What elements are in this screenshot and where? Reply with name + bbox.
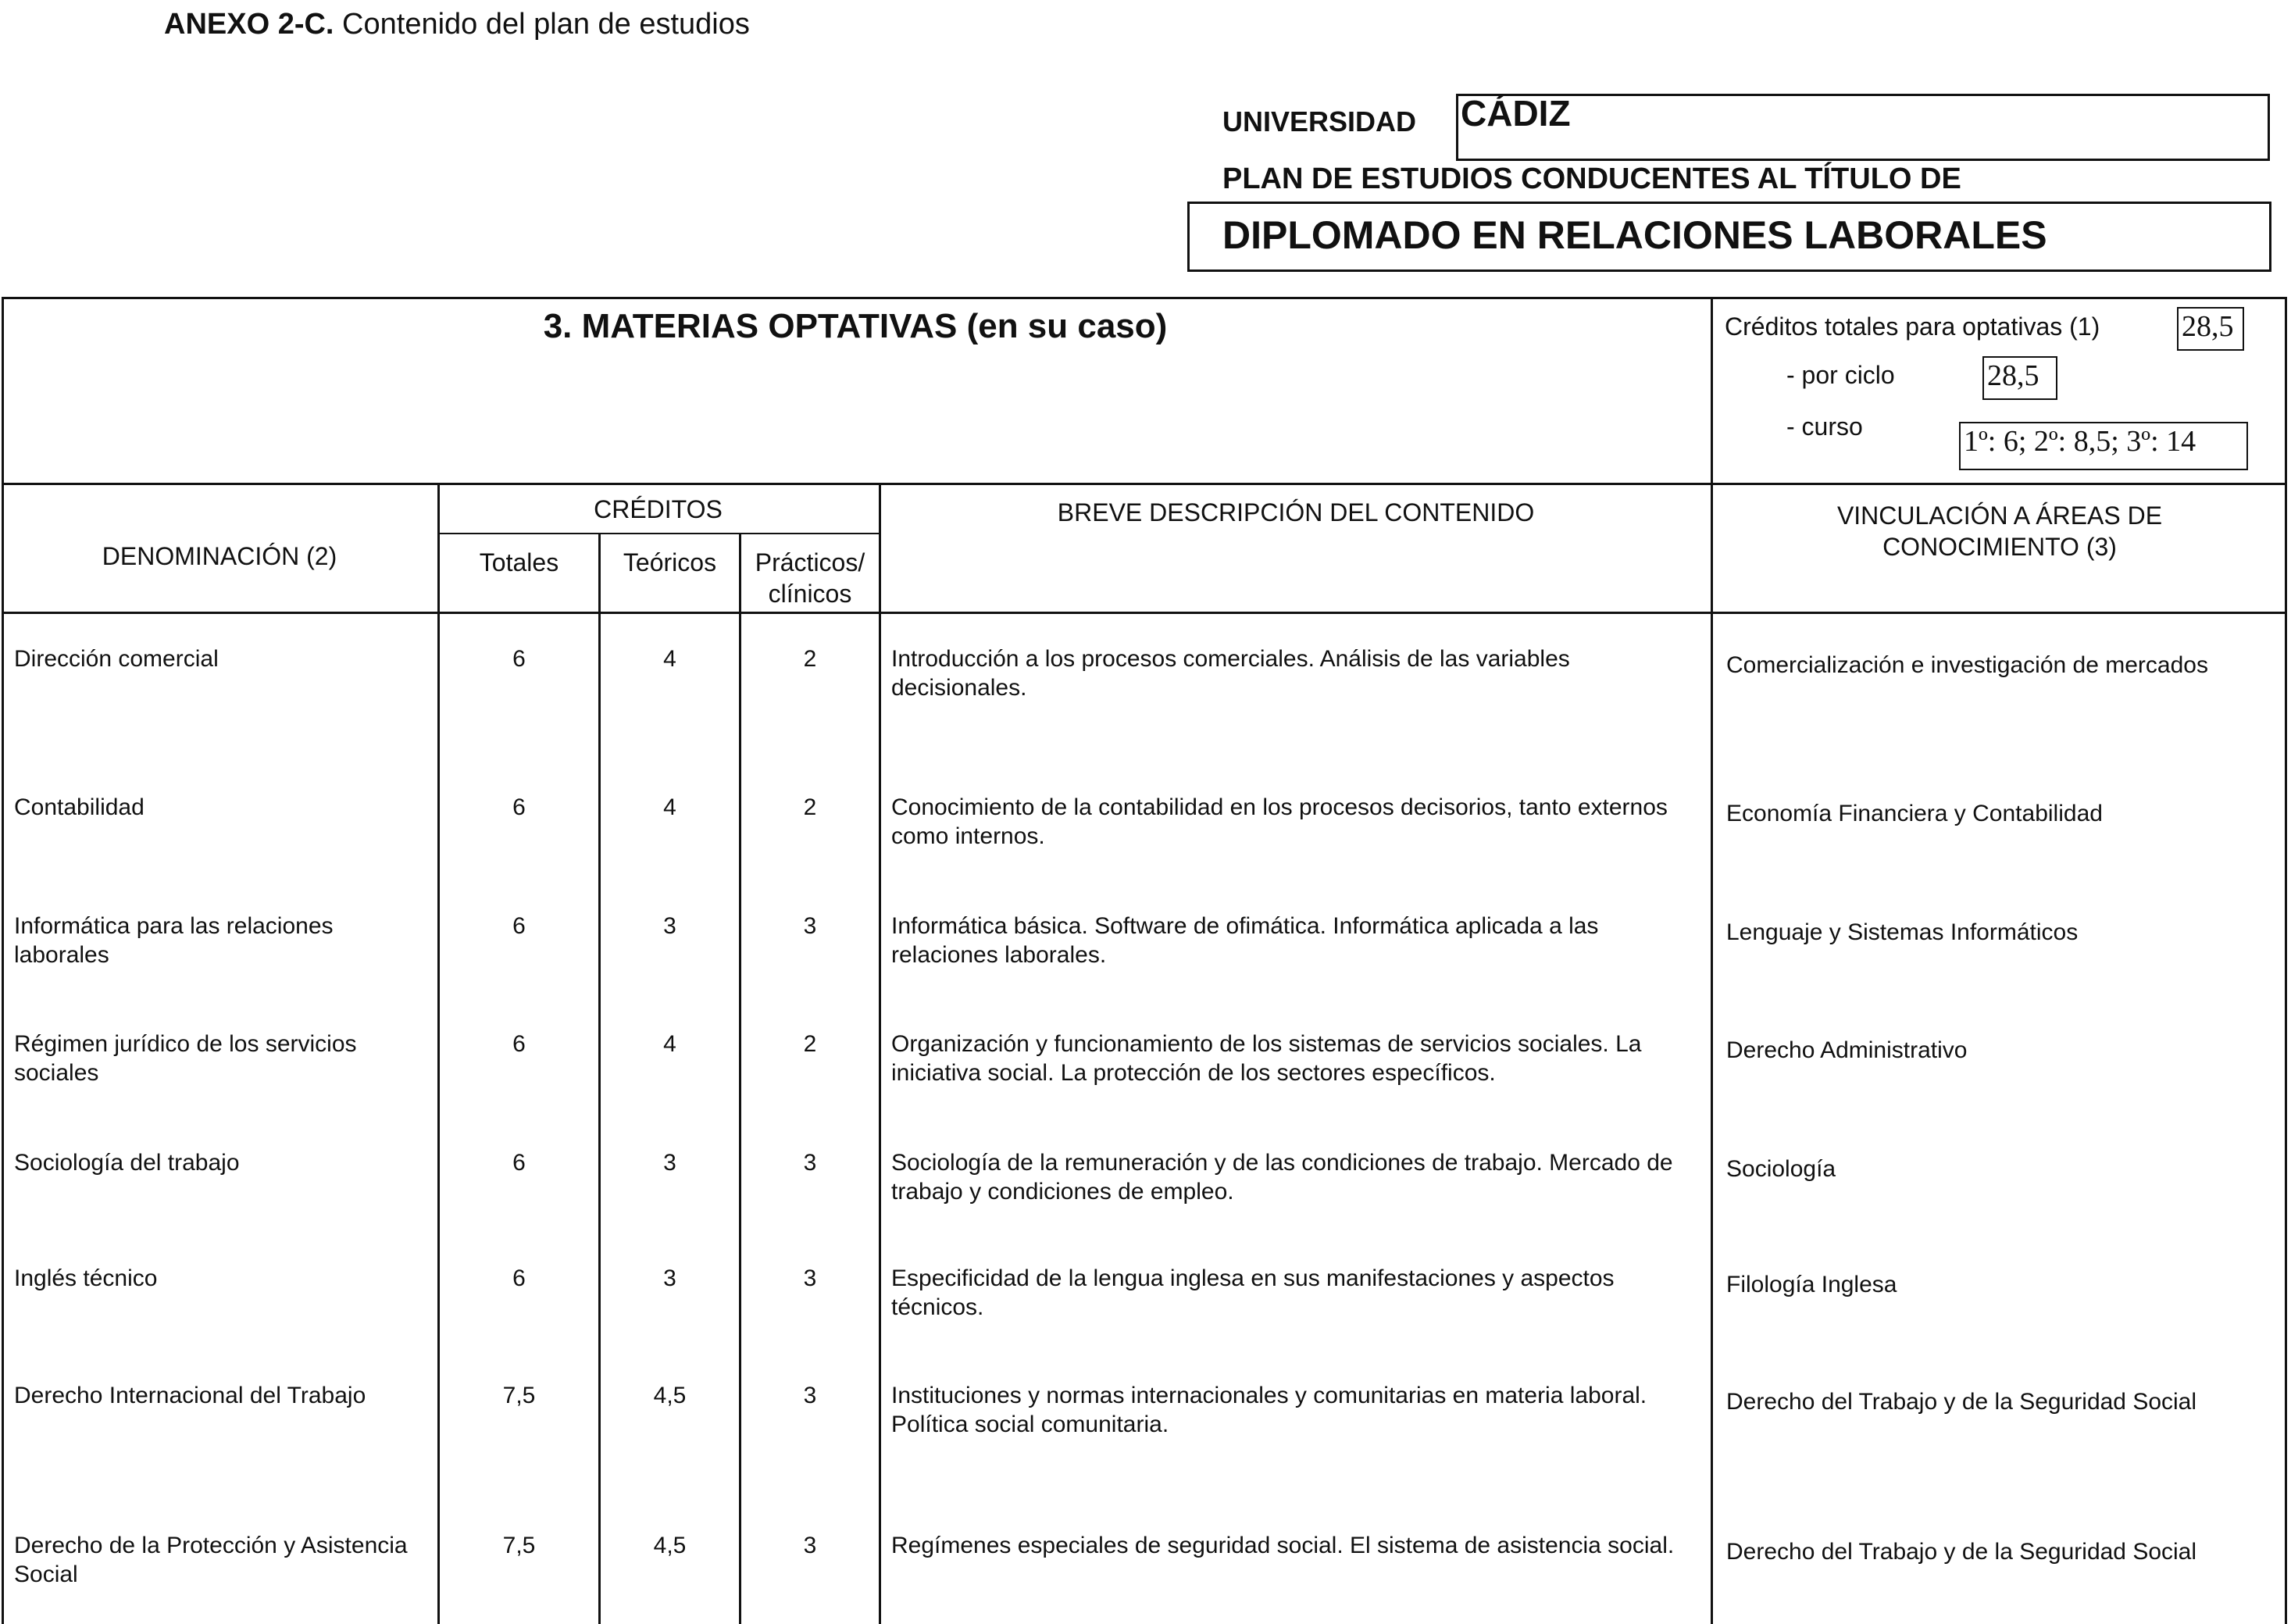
grid-line — [2, 612, 2287, 614]
creditos-totales-box: 28,5 — [2177, 307, 2244, 351]
cell-denominacion: Derecho de la Protección y Asistencia Social — [14, 1533, 408, 1587]
cell-area: Derecho del Trabajo y de la Seguridad Social — [1726, 1539, 2197, 1565]
col-vinculacion: VINCULACIÓN A ÁREAS DE CONOCIMIENTO (3) — [1836, 501, 2163, 561]
cell-area: Derecho del Trabajo y de la Seguridad Social — [1726, 1389, 2197, 1415]
universidad-name: CÁDIZ — [1461, 93, 1571, 134]
por-ciclo-label: - por ciclo — [1786, 361, 1895, 389]
cell-denominacion: Dirección comercial — [14, 646, 219, 672]
cell-teoricos: 4,5 — [653, 1533, 687, 1558]
cell-area: Derecho Administrativo — [1726, 1037, 1968, 1063]
cell-descripcion: Instituciones y normas internacionales y comunitarias en materia laboral. Política social comunitaria. — [891, 1383, 1647, 1437]
cell-descripcion: Especificidad de la lengua inglesa en sus manifestaciones y aspectos técnicos. — [891, 1265, 1615, 1320]
cell-area: Lenguaje y Sistemas Informáticos — [1726, 919, 2079, 945]
titulo: DIPLOMADO EN RELACIONES LABORALES — [1222, 213, 2047, 257]
plan-label: PLAN DE ESTUDIOS CONDUCENTES AL TÍTULO DE — [1222, 162, 1961, 195]
cell-totales: 7,5 — [502, 1533, 536, 1558]
col-creditos: CRÉDITOS — [594, 495, 723, 523]
cell-teoricos: 4 — [663, 1031, 676, 1057]
grid-line — [2285, 297, 2287, 1624]
col-totales: Totales — [479, 548, 559, 576]
curso-box: 1º: 6; 2º: 8,5; 3º: 14 — [1959, 422, 2248, 470]
cell-area: Sociología — [1726, 1156, 1836, 1182]
cell-area: Comercialización e investigación de mercados — [1726, 652, 2208, 678]
cell-descripcion: Organización y funcionamiento de los sistemas de servicios sociales. La iniciativa social. La protección de los sectores específicos. — [891, 1031, 1642, 1086]
cell-totales: 6 — [512, 1031, 526, 1057]
cell-descripcion: Informática básica. Software de ofimática. Informática aplicada a las relaciones laborales. — [891, 913, 1599, 968]
cell-denominacion: Derecho Internacional del Trabajo — [14, 1383, 366, 1408]
grid-line — [2, 483, 2287, 485]
cell-practicos: 2 — [803, 794, 817, 820]
section-title: 3. MATERIAS OPTATIVAS (en su caso) — [543, 307, 1168, 345]
cell-descripcion: Regímenes especiales de seguridad social. El sistema de asistencia social. — [891, 1533, 1675, 1558]
cell-denominacion: Inglés técnico — [14, 1265, 158, 1291]
grid-line — [739, 533, 741, 1624]
cell-denominacion: Régimen jurídico de los servicios sociales — [14, 1031, 357, 1086]
grid-line — [2, 297, 2287, 299]
cell-practicos: 2 — [803, 1031, 817, 1057]
cell-practicos: 3 — [803, 1265, 817, 1291]
cell-area: Economía Financiera y Contabilidad — [1726, 801, 2103, 826]
universidad-label: UNIVERSIDAD — [1222, 105, 1417, 137]
cell-area: Filología Inglesa — [1726, 1272, 1897, 1297]
universidad-box — [1456, 94, 2270, 161]
grid-line — [1711, 297, 1713, 1624]
cell-denominacion: Informática para las relaciones laborales — [14, 913, 334, 968]
cell-teoricos: 4,5 — [653, 1383, 687, 1408]
cell-practicos: 3 — [803, 1533, 817, 1558]
cell-descripcion: Introducción a los procesos comerciales. Análisis de las variables decisionales. — [891, 646, 1570, 701]
cell-totales: 6 — [512, 913, 526, 939]
cell-totales: 7,5 — [502, 1383, 536, 1408]
cell-practicos: 3 — [803, 1383, 817, 1408]
cell-denominacion: Sociología del trabajo — [14, 1150, 240, 1176]
creditos-totales-label: Créditos totales para optativas (1) — [1725, 312, 2100, 341]
cell-teoricos: 4 — [663, 794, 676, 820]
cell-descripcion: Conocimiento de la contabilidad en los procesos decisorios, tanto externos como internos. — [891, 794, 1668, 849]
col-practicos: Prácticos/ clínicos — [755, 548, 865, 608]
annex-prefix: ANEXO 2-C. — [164, 8, 334, 41]
annex-heading — [164, 8, 750, 41]
cell-totales: 6 — [512, 794, 526, 820]
annex-text: Contenido del plan de estudios — [342, 8, 750, 41]
cell-descripcion: Sociología de la remuneración y de las condiciones de trabajo. Mercado de trabajo y condiciones de empleo. — [891, 1150, 1673, 1205]
cell-practicos: 3 — [803, 1150, 817, 1176]
cell-teoricos: 3 — [663, 1150, 676, 1176]
cell-totales: 6 — [512, 646, 526, 672]
grid-line — [598, 533, 601, 1624]
cell-teoricos: 3 — [663, 913, 676, 939]
grid-line — [437, 533, 879, 534]
cell-practicos: 3 — [803, 913, 817, 939]
grid-line — [879, 483, 881, 1624]
cell-teoricos: 3 — [663, 1265, 676, 1291]
col-denominacion: DENOMINACIÓN (2) — [102, 542, 337, 570]
por-ciclo-box: 28,5 — [1982, 356, 2057, 400]
cell-practicos: 2 — [803, 646, 817, 672]
cell-totales: 6 — [512, 1150, 526, 1176]
curso-label: - curso — [1786, 412, 1863, 441]
col-descripcion: BREVE DESCRIPCIÓN DEL CONTENIDO — [1057, 498, 1535, 526]
col-teoricos: Teóricos — [623, 548, 717, 576]
cell-denominacion: Contabilidad — [14, 794, 145, 820]
cell-totales: 6 — [512, 1265, 526, 1291]
cell-teoricos: 4 — [663, 646, 676, 672]
grid-line — [2, 297, 4, 1624]
